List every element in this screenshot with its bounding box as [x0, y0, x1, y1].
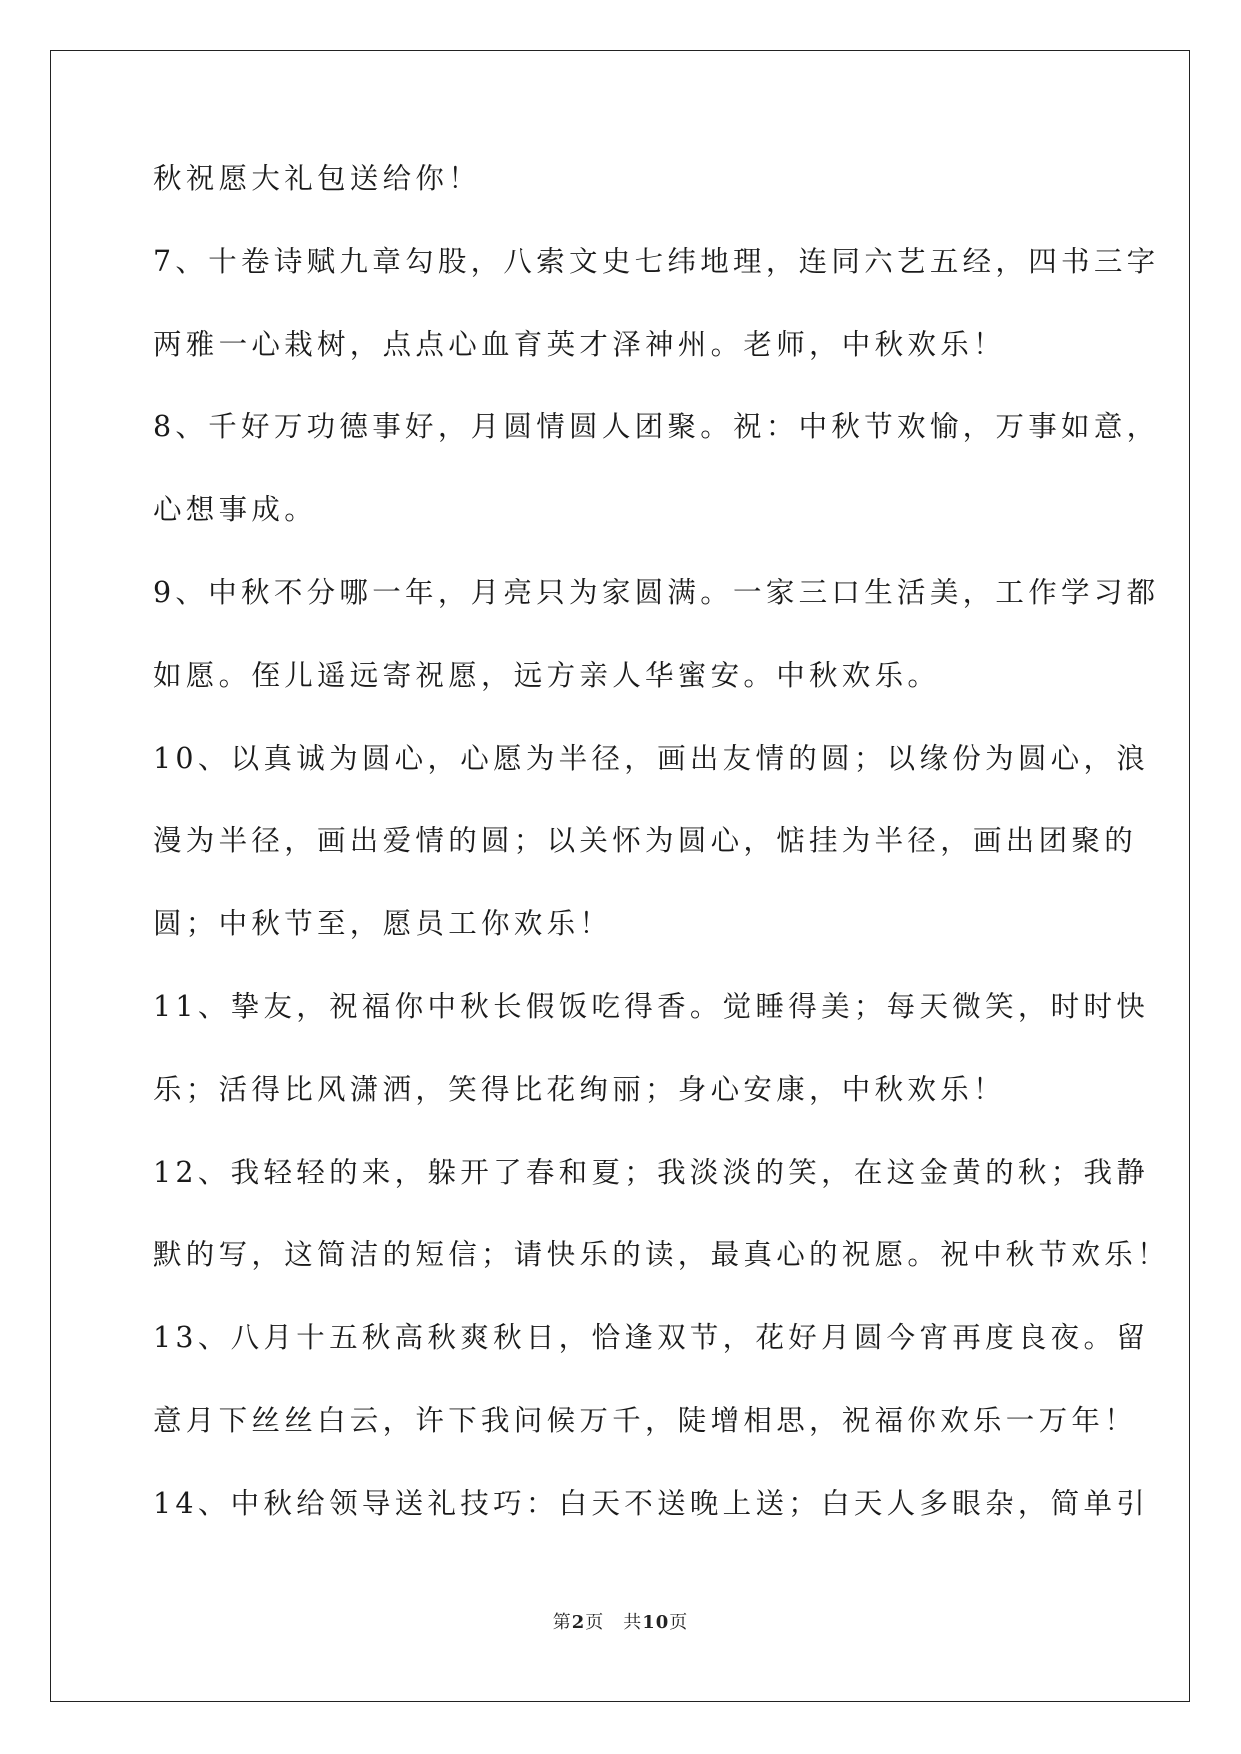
text-line: 秋祝愿大礼包送给你！	[153, 162, 482, 195]
text-line: 9、中秋不分哪一年，月亮只为家圆满。一家三口生活美，工作学习都	[153, 575, 1160, 609]
text-line: 7、十卷诗赋九章勾股，八索文史七纬地理，连同六艺五经，四书三字	[153, 244, 1160, 278]
text-line: 意月下丝丝白云，许下我问候万千，陡增相思，祝福你欢乐一万年！	[153, 1403, 1138, 1437]
text-line: 8、千好万功德事好，月圆情圆人团聚。祝：中秋节欢愉，万事如意，	[153, 410, 1160, 444]
text-line: 漫为半径，画出爱情的圆；以关怀为圆心，惦挂为半径，画出团聚的	[153, 824, 1138, 858]
text-line: 如愿。侄儿遥远寄祝愿，远方亲人华蜜安。中秋欢乐。	[153, 658, 941, 692]
text-line: 11、挚友，祝福你中秋长假饭吃得香。觉睡得美；每天微笑，时时快	[153, 989, 1150, 1023]
page-label-prefix: 第	[552, 1612, 572, 1633]
page-number-total: 10	[642, 1612, 670, 1633]
page-number-current: 2	[571, 1612, 586, 1633]
document-body	[153, 159, 1170, 1567]
text-line: 圆；中秋节至，愿员工你欢乐！	[153, 907, 613, 941]
page-label-mid: 页 共	[585, 1612, 643, 1633]
text-line: 心想事成。	[153, 493, 318, 527]
page-label-suffix: 页	[669, 1612, 689, 1633]
text-line: 两雅一心栽树，点点心血育英才泽神州。老师，中秋欢乐！	[153, 327, 1006, 361]
page-footer	[0, 1608, 1241, 1634]
text-line: 默的写，这简洁的短信；请快乐的读，最真心的祝愿。祝中秋节欢乐！	[153, 1238, 1170, 1272]
text-line: 13、八月十五秋高秋爽秋日，恰逢双节，花好月圆今宵再度良夜。留	[153, 1321, 1150, 1355]
text-line: 乐；活得比风潇洒，笑得比花绚丽；身心安康，中秋欢乐！	[153, 1072, 1006, 1106]
text-line: 10、以真诚为圆心，心愿为半径，画出友情的圆；以缘份为圆心，浪	[153, 741, 1150, 775]
text-line: 14、中秋给领导送礼技巧：白天不送晚上送；白天人多眼杂，简单引	[153, 1486, 1150, 1520]
text-line: 12、我轻轻的来，躲开了春和夏；我淡淡的笑，在这金黄的秋；我静	[153, 1155, 1150, 1189]
